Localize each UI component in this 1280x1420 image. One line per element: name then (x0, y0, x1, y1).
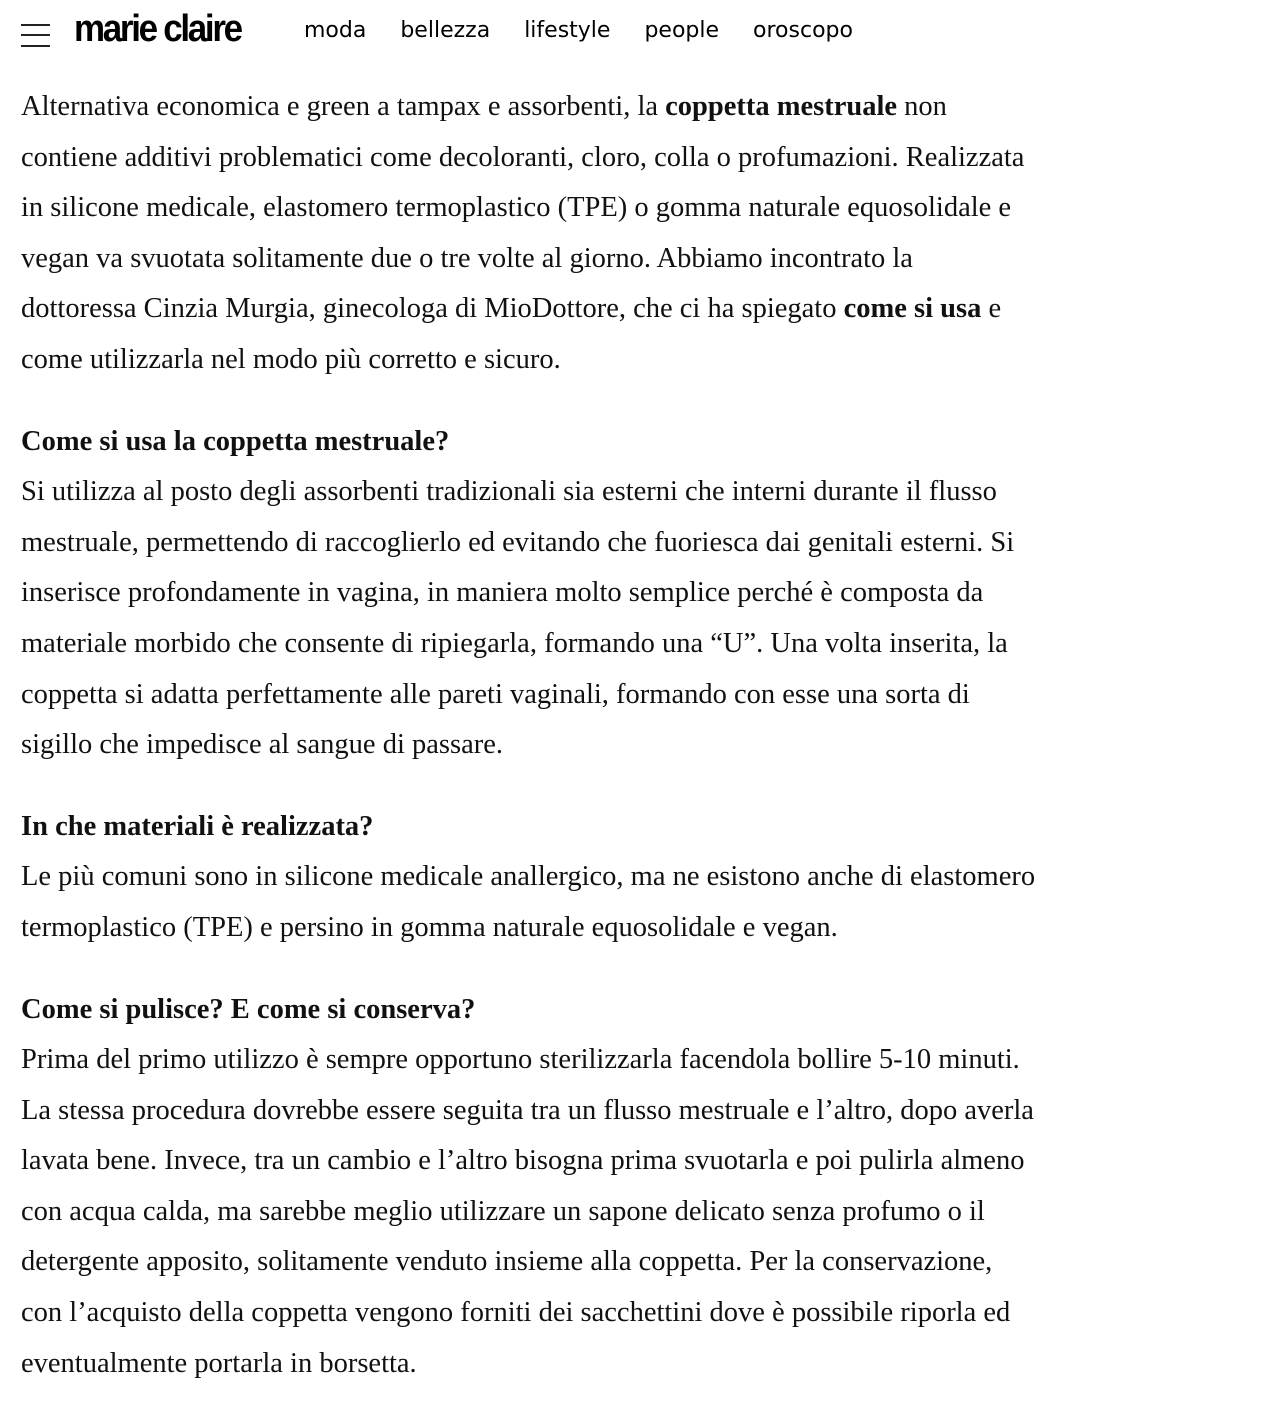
nav-lifestyle[interactable]: lifestyle (524, 18, 611, 43)
text: Alternativa economica e green a tampax e assorbenti, la (21, 91, 666, 122)
section-heading: Come si pulisce? E come si conserva? (21, 993, 476, 1025)
text: in silicone medicale, elastomero termoplastico (TPE) o gomma naturale equosolidale e (21, 192, 1012, 224)
text: non (897, 91, 947, 122)
logo[interactable]: marie claire (74, 8, 241, 50)
text: vegan va svuotata solitamente due o tre volte al giorno. Abbiamo incontrato la (21, 242, 913, 274)
text: e (981, 293, 1002, 325)
site-header (0, 0, 1280, 66)
text-line (21, 619, 1271, 670)
text-line (21, 1035, 1271, 1086)
text-line (21, 234, 1271, 285)
text-line (21, 518, 1271, 569)
text-line (21, 82, 1271, 133)
text: materiale morbido che consente di ripiegarla, formando una “U”. Una volta inserita, la (21, 627, 1008, 659)
text: mestruale, permettendo di raccoglierlo ed evitando che fuoriesca dai genitali esterni. Si (21, 526, 1015, 558)
article-body (21, 82, 1271, 1420)
text-line (21, 670, 1271, 721)
text: dottoressa Cinzia Murgia, ginecologa di MioDottore, che ci ha spiegato (21, 293, 844, 325)
text: sigillo che impedisce al sangue di passare. (21, 729, 503, 761)
text-line (21, 133, 1271, 184)
text-line (21, 1187, 1271, 1238)
text-line (21, 1086, 1271, 1137)
text: Prima del primo utilizzo è sempre opportuno sterilizzarla facendola bollire 5-10 minuti. (21, 1044, 1020, 1076)
article-section (21, 802, 1271, 954)
nav-moda[interactable]: moda (304, 18, 367, 43)
text: eventualmente portarla in borsetta. (21, 1347, 417, 1379)
text: La stessa procedura dovrebbe essere seguita tra un flusso mestruale e l’altro, dopo averla (21, 1094, 1034, 1126)
menu-icon[interactable] (21, 22, 50, 48)
bold-text: come si usa (843, 293, 982, 325)
text: come utilizzarla nel modo più corretto e sicuro. (21, 343, 561, 375)
text-line (21, 284, 1271, 335)
section-heading: Come si usa la coppetta mestruale? (21, 425, 450, 457)
text: Le più comuni sono in silicone medicale anallergico, ma ne esistono anche di elastomero (21, 861, 1036, 893)
text: Si utilizza al posto degli assorbenti tradizionali sia esterni che interni durante il flusso (21, 476, 997, 508)
bold-text: coppetta mestruale (665, 91, 898, 122)
text: inserisce profondamente in vagina, in maniera molto semplice perché è composta da (21, 577, 984, 609)
text-line (21, 1136, 1271, 1187)
text: contiene additivi problematici come decoloranti, cloro, colla o profumazioni. Realizzata (21, 141, 1025, 173)
article-section (21, 985, 1271, 1390)
nav-people[interactable]: people (644, 18, 720, 43)
text: detergente apposito, solitamente venduto insieme alla coppetta. Per la conservazione, (21, 1246, 993, 1278)
text: coppetta si adatta perfettamente alle pareti vaginali, formando con esse una sorta di (21, 678, 970, 710)
intro-paragraph (21, 82, 1271, 386)
text-line (21, 183, 1271, 234)
text-line (21, 467, 1271, 518)
nav-oroscopo[interactable]: oroscopo (753, 18, 853, 43)
text-line (21, 852, 1271, 903)
text: termoplastico (TPE) e persino in gomma naturale equosolidale e vegan. (21, 911, 838, 943)
text-line (21, 568, 1271, 619)
text-line (21, 903, 1271, 954)
nav-bellezza[interactable]: bellezza (400, 18, 491, 43)
text-line (21, 720, 1271, 771)
text: con l’acquisto della coppetta vengono forniti dei sacchettini dove è possibile riporla ed (21, 1297, 1011, 1329)
main-nav (304, 18, 853, 43)
section-heading: In che materiali è realizzata? (21, 810, 374, 842)
text: lavata bene. Invece, tra un cambio e l’altro bisogna prima svuotarla e poi pulirla almeno (21, 1145, 1025, 1177)
text-line (21, 1288, 1271, 1339)
text-line (21, 335, 1271, 386)
text-line (21, 1237, 1271, 1288)
article-section (21, 417, 1271, 771)
text-line (21, 1339, 1271, 1390)
text: con acqua calda, ma sarebbe meglio utilizzare un sapone delicato senza profumo o il (21, 1195, 985, 1227)
